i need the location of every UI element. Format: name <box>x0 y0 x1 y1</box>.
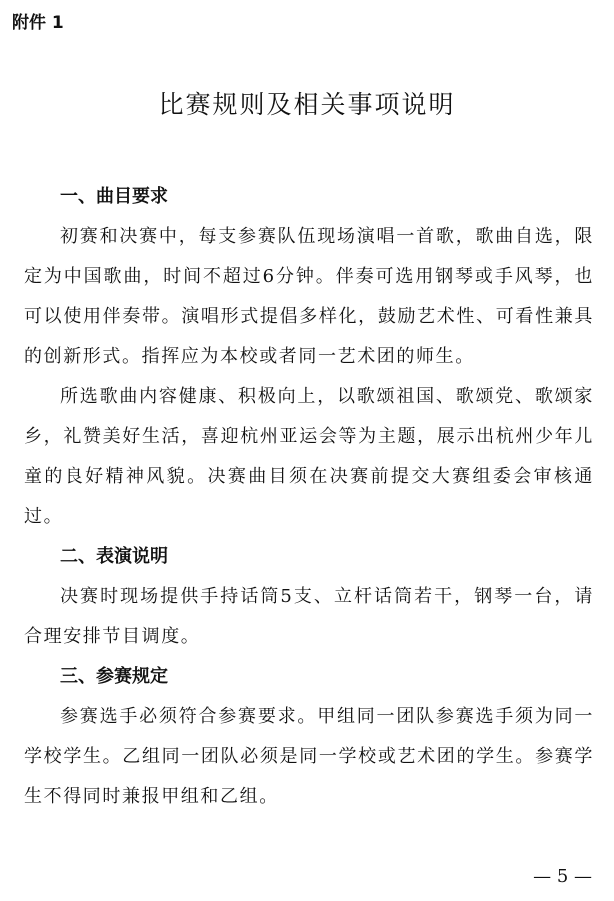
attachment-label: 附件 1 <box>12 13 64 33</box>
section-song-requirements <box>24 177 594 537</box>
section-heading: 三、参赛规定 <box>60 666 168 687</box>
document-title: 比赛规则及相关事项说明 <box>158 90 456 119</box>
paragraph: 初赛和决赛中，每支参赛队伍现场演唱一首歌，歌曲自选，限定为中国歌曲，时间不超过6分钟。伴奏可选用钢琴或手风琴，也可以使用伴奏带。演唱形式提倡多样化，鼓励艺术性、可看性兼具的创新形式。指挥应为本校或者同一艺术团的师生。 <box>24 226 594 367</box>
section-heading: 一、曲目要求 <box>60 186 168 207</box>
section-heading: 二、表演说明 <box>60 546 168 567</box>
paragraph: 决赛时现场提供手持话筒5支、立杆话筒若干，钢琴一台，请合理安排节目调度。 <box>24 586 594 647</box>
section-performance-notes <box>24 537 594 657</box>
document-body <box>24 177 594 817</box>
section-participation-rules <box>24 657 594 817</box>
page-number: — 5 — <box>533 866 592 887</box>
paragraph: 所选歌曲内容健康、积极向上，以歌颂祖国、歌颂党、歌颂家乡，礼赞美好生活，喜迎杭州亚运会等为主题，展示出杭州少年儿童的良好精神风貌。决赛曲目须在决赛前提交大赛组委会审核通过。 <box>24 386 594 527</box>
paragraph: 参赛选手必须符合参赛要求。甲组同一团队参赛选手须为同一学校学生。乙组同一团队必须是同一学校或艺术团的学生。参赛学生不得同时兼报甲组和乙组。 <box>24 706 594 807</box>
